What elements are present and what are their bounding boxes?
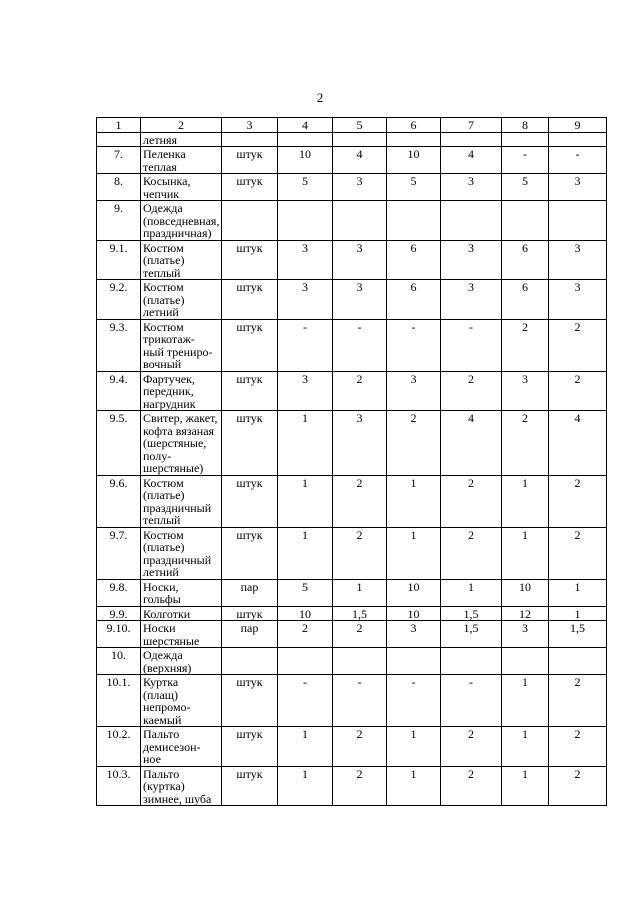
value-cell: - xyxy=(441,675,502,727)
value-cell: 12 xyxy=(502,606,549,621)
item-name-cell: Костюм трикотаж- ный трениро- вочный xyxy=(141,319,222,371)
value-cell: 5 xyxy=(387,174,441,201)
table-row xyxy=(97,132,607,147)
unit-cell: штук xyxy=(222,475,278,527)
value-cell: 2 xyxy=(387,411,441,476)
row-number-cell: 9.2. xyxy=(97,280,141,320)
value-cell xyxy=(549,201,607,241)
value-cell: 1 xyxy=(278,475,333,527)
table-row xyxy=(97,766,607,806)
unit-cell: штук xyxy=(222,527,278,579)
row-number-cell: 10. xyxy=(97,648,141,675)
value-cell: 10 xyxy=(278,147,333,174)
value-cell: 3 xyxy=(441,280,502,320)
unit-cell: штук xyxy=(222,675,278,727)
value-cell: 1 xyxy=(502,675,549,727)
value-cell: 2 xyxy=(549,475,607,527)
value-cell xyxy=(278,201,333,241)
value-cell: 1 xyxy=(387,727,441,767)
value-cell: 2 xyxy=(441,371,502,411)
item-name-cell: Костюм (платье) праздничный летний xyxy=(141,527,222,579)
value-cell xyxy=(387,648,441,675)
table-row xyxy=(97,579,607,606)
row-number-cell: 9.5. xyxy=(97,411,141,476)
value-cell: 6 xyxy=(502,240,549,280)
value-cell: 2 xyxy=(549,371,607,411)
value-cell: 3 xyxy=(333,280,387,320)
unit-cell: штук xyxy=(222,766,278,806)
column-header: 5 xyxy=(333,118,387,133)
column-header: 1 xyxy=(97,118,141,133)
table-row xyxy=(97,371,607,411)
value-cell xyxy=(333,201,387,241)
item-name-cell: Пальто (куртка) зимнее, шуба xyxy=(141,766,222,806)
value-cell: 3 xyxy=(549,280,607,320)
value-cell: 2 xyxy=(278,621,333,648)
value-cell xyxy=(441,132,502,147)
item-name-cell: Косынка, чепчик xyxy=(141,174,222,201)
value-cell: 2 xyxy=(549,766,607,806)
value-cell: 2 xyxy=(333,371,387,411)
value-cell xyxy=(278,132,333,147)
value-cell: 1 xyxy=(441,579,502,606)
value-cell xyxy=(333,648,387,675)
table-row xyxy=(97,727,607,767)
table-row xyxy=(97,648,607,675)
table-row xyxy=(97,527,607,579)
table-row xyxy=(97,280,607,320)
value-cell: 3 xyxy=(278,280,333,320)
table-row xyxy=(97,201,607,241)
table-row xyxy=(97,240,607,280)
table-body xyxy=(97,132,607,806)
row-number-cell: 8. xyxy=(97,174,141,201)
value-cell: 1 xyxy=(278,727,333,767)
unit-cell: штук xyxy=(222,319,278,371)
item-name-cell: Костюм (платье) летний xyxy=(141,280,222,320)
item-name-cell: Одежда (верхняя) xyxy=(141,648,222,675)
value-cell: - xyxy=(387,675,441,727)
item-name-cell: Свитер, жакет, кофта вязаная (шерстяные, полу- шерстяные) xyxy=(141,411,222,476)
row-number-cell: 9.6. xyxy=(97,475,141,527)
value-cell: 10 xyxy=(387,579,441,606)
value-cell: 2 xyxy=(549,727,607,767)
unit-cell xyxy=(222,648,278,675)
row-number-cell: 9.7. xyxy=(97,527,141,579)
value-cell: 2 xyxy=(333,475,387,527)
row-number-cell xyxy=(97,132,141,147)
column-header: 3 xyxy=(222,118,278,133)
value-cell xyxy=(549,132,607,147)
item-name-cell: летняя xyxy=(141,132,222,147)
value-cell: - xyxy=(441,319,502,371)
value-cell: 3 xyxy=(278,371,333,411)
value-cell: 2 xyxy=(549,675,607,727)
value-cell: 1 xyxy=(502,475,549,527)
table-row xyxy=(97,475,607,527)
value-cell: 1 xyxy=(502,727,549,767)
value-cell: 4 xyxy=(441,411,502,476)
value-cell xyxy=(387,201,441,241)
table-row xyxy=(97,319,607,371)
value-cell: 2 xyxy=(502,411,549,476)
value-cell: 2 xyxy=(441,527,502,579)
value-cell xyxy=(333,132,387,147)
value-cell xyxy=(441,201,502,241)
value-cell: 1 xyxy=(387,766,441,806)
unit-cell: штук xyxy=(222,727,278,767)
unit-cell: пар xyxy=(222,579,278,606)
value-cell: 4 xyxy=(549,411,607,476)
value-cell: 3 xyxy=(502,621,549,648)
value-cell: 5 xyxy=(278,579,333,606)
value-cell: 2 xyxy=(549,527,607,579)
value-cell: 1,5 xyxy=(333,606,387,621)
value-cell: 2 xyxy=(502,319,549,371)
table-row xyxy=(97,411,607,476)
row-number-cell: 9.3. xyxy=(97,319,141,371)
item-name-cell: Колготки xyxy=(141,606,222,621)
value-cell: 1 xyxy=(278,411,333,476)
value-cell: 1 xyxy=(549,579,607,606)
value-cell: 10 xyxy=(502,579,549,606)
value-cell: 3 xyxy=(387,621,441,648)
column-header: 6 xyxy=(387,118,441,133)
row-number-cell: 9.10. xyxy=(97,621,141,648)
unit-cell: штук xyxy=(222,174,278,201)
item-name-cell: Пеленка теплая xyxy=(141,147,222,174)
unit-cell: штук xyxy=(222,240,278,280)
value-cell: - xyxy=(502,147,549,174)
value-cell: - xyxy=(549,147,607,174)
value-cell: 6 xyxy=(387,280,441,320)
value-cell: 2 xyxy=(333,527,387,579)
value-cell: - xyxy=(333,319,387,371)
row-number-cell: 9.4. xyxy=(97,371,141,411)
column-header: 2 xyxy=(141,118,222,133)
item-name-cell: Костюм (платье) праздничный теплый xyxy=(141,475,222,527)
value-cell xyxy=(502,132,549,147)
value-cell: 1 xyxy=(278,766,333,806)
value-cell: 2 xyxy=(441,727,502,767)
value-cell: 1 xyxy=(502,527,549,579)
value-cell: 3 xyxy=(278,240,333,280)
unit-cell: штук xyxy=(222,147,278,174)
column-header: 4 xyxy=(278,118,333,133)
value-cell: 2 xyxy=(549,319,607,371)
value-cell: 2 xyxy=(333,766,387,806)
item-name-cell: Костюм (платье) теплый xyxy=(141,240,222,280)
item-name-cell: Носки шерстяные xyxy=(141,621,222,648)
value-cell: 10 xyxy=(278,606,333,621)
unit-cell xyxy=(222,201,278,241)
row-number-cell: 10.2. xyxy=(97,727,141,767)
value-cell: 3 xyxy=(333,174,387,201)
clothing-norms-table xyxy=(96,117,607,806)
value-cell xyxy=(502,648,549,675)
row-number-cell: 9. xyxy=(97,201,141,241)
unit-cell: штук xyxy=(222,411,278,476)
value-cell: - xyxy=(333,675,387,727)
row-number-cell: 10.1. xyxy=(97,675,141,727)
value-cell: 3 xyxy=(387,371,441,411)
page-number: 2 xyxy=(316,90,324,105)
table-row xyxy=(97,606,607,621)
value-cell: 4 xyxy=(333,147,387,174)
unit-cell xyxy=(222,132,278,147)
value-cell: 6 xyxy=(387,240,441,280)
row-number-cell: 9.1. xyxy=(97,240,141,280)
value-cell: 2 xyxy=(333,621,387,648)
value-cell xyxy=(278,648,333,675)
table-row xyxy=(97,675,607,727)
value-cell: 6 xyxy=(502,280,549,320)
table-row xyxy=(97,147,607,174)
value-cell xyxy=(549,648,607,675)
header-row xyxy=(97,118,607,133)
value-cell: - xyxy=(278,319,333,371)
value-cell: 1,5 xyxy=(441,606,502,621)
value-cell: - xyxy=(387,319,441,371)
value-cell: 5 xyxy=(278,174,333,201)
value-cell: 2 xyxy=(441,475,502,527)
value-cell: 3 xyxy=(333,240,387,280)
value-cell: 2 xyxy=(441,766,502,806)
table-row xyxy=(97,621,607,648)
value-cell: 1 xyxy=(549,606,607,621)
unit-cell: штук xyxy=(222,606,278,621)
value-cell: 1,5 xyxy=(549,621,607,648)
value-cell xyxy=(502,201,549,241)
value-cell: 10 xyxy=(387,147,441,174)
item-name-cell: Куртка (плащ) непромо- каемый xyxy=(141,675,222,727)
value-cell: 3 xyxy=(441,174,502,201)
value-cell: 10 xyxy=(387,606,441,621)
value-cell: 3 xyxy=(502,371,549,411)
value-cell: 2 xyxy=(333,727,387,767)
value-cell: 1 xyxy=(502,766,549,806)
column-header: 7 xyxy=(441,118,502,133)
unit-cell: пар xyxy=(222,621,278,648)
value-cell: - xyxy=(278,675,333,727)
column-header: 9 xyxy=(549,118,607,133)
value-cell: 1 xyxy=(333,579,387,606)
row-number-cell: 7. xyxy=(97,147,141,174)
item-name-cell: Фартучек, передник, нагрудник xyxy=(141,371,222,411)
value-cell: 3 xyxy=(441,240,502,280)
value-cell: 5 xyxy=(502,174,549,201)
value-cell: 3 xyxy=(549,240,607,280)
row-number-cell: 9.9. xyxy=(97,606,141,621)
value-cell: 3 xyxy=(333,411,387,476)
value-cell xyxy=(387,132,441,147)
column-header: 8 xyxy=(502,118,549,133)
item-name-cell: Носки, гольфы xyxy=(141,579,222,606)
unit-cell: штук xyxy=(222,280,278,320)
item-name-cell: Пальто демисезон- ное xyxy=(141,727,222,767)
row-number-cell: 9.8. xyxy=(97,579,141,606)
value-cell: 3 xyxy=(549,174,607,201)
unit-cell: штук xyxy=(222,371,278,411)
value-cell xyxy=(441,648,502,675)
value-cell: 1 xyxy=(387,475,441,527)
table-row xyxy=(97,174,607,201)
value-cell: 4 xyxy=(441,147,502,174)
row-number-cell: 10.3. xyxy=(97,766,141,806)
item-name-cell: Одежда (повседневная, праздничная) xyxy=(141,201,222,241)
value-cell: 1 xyxy=(278,527,333,579)
value-cell: 1 xyxy=(387,527,441,579)
value-cell: 1,5 xyxy=(441,621,502,648)
